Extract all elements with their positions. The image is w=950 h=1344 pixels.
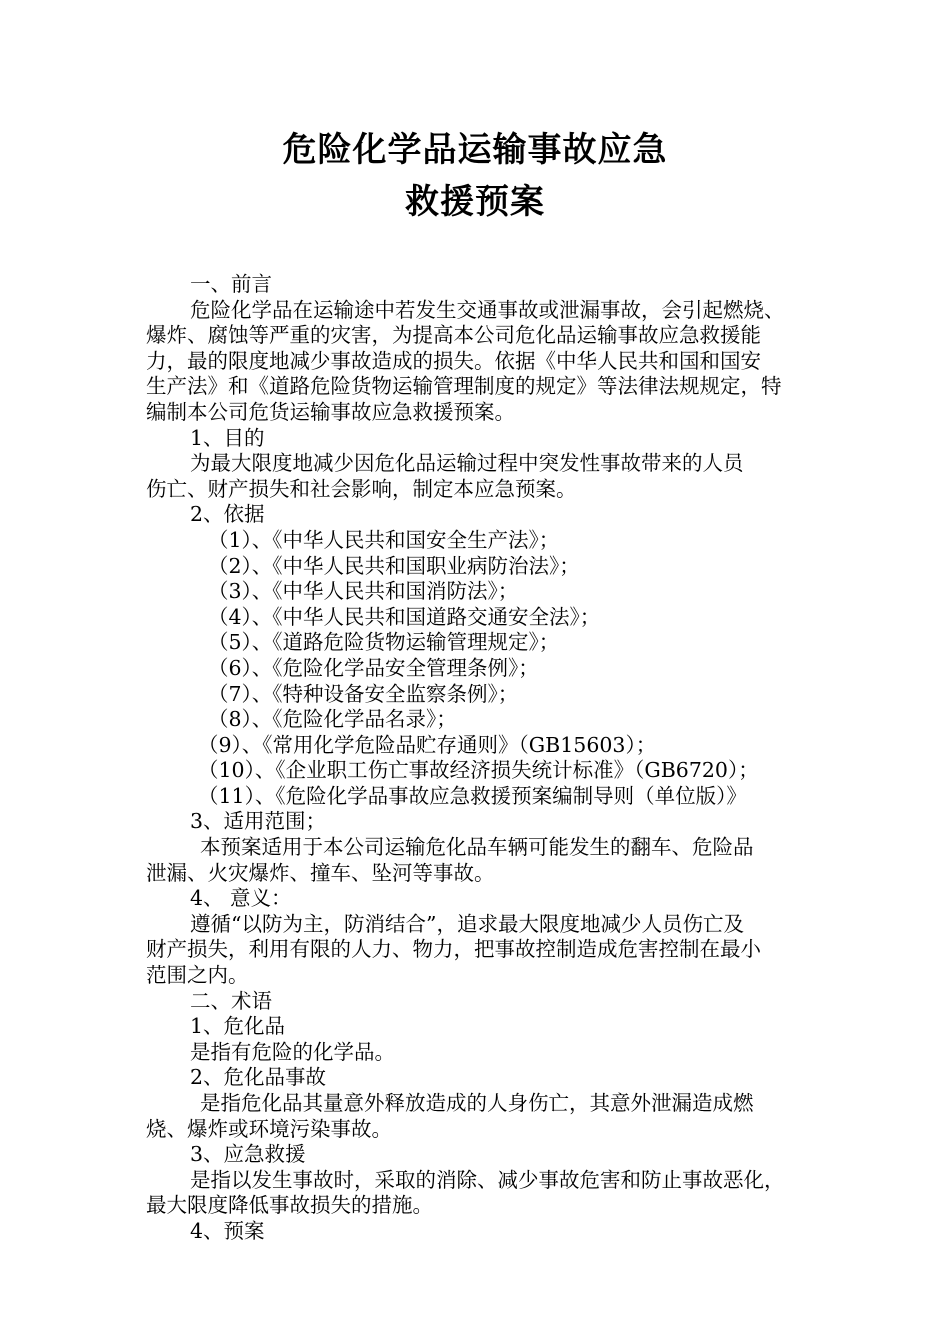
paragraph-line: 爆炸、腐蚀等严重的灾害，为提高本公司危化品运输事故应急救援能 [146,323,761,348]
subsection-heading: 1、危化品 [190,1014,286,1039]
list-item: （10）、《企业职工伤亡事故经济损失统计标准》（GB6720）； [198,758,759,783]
subsection-heading: 2、危化品事故 [190,1065,327,1090]
paragraph-line: 生产法》和《道路危险货物运输管理制度的规定》等法律法规规定，特 [146,374,782,399]
paragraph-line: 是指危化品其量意外释放造成的人身伤亡，其意外泄漏造成燃 [200,1091,754,1115]
list-item: （2）、《中华人民共和国职业病防治法》； [208,553,580,578]
list-item: （5）、《道路危险货物运输管理规定》； [208,630,560,655]
paragraph-line: 本预案适用于本公司运输危化品车辆可能发生的翻车、危险品 [200,835,754,860]
subsection-heading: 1、目的 [190,425,265,450]
subsection-heading: 3、适用范围； [190,809,327,834]
paragraph-line: 是指以发生事故时，采取的消除、减少事故危害和防止事故恶化， [190,1167,785,1192]
document-body [146,272,812,1245]
paragraph-line: 烧、爆炸或环境污染事故。 [146,1116,392,1141]
list-item: （6）、《危险化学品安全管理条例》； [208,655,539,680]
section-heading: 二、术语 [190,988,272,1013]
paragraph-line: 范围之内。 [146,963,249,988]
paragraph-line: 编制本公司危货运输事故应急救援预案。 [146,399,515,424]
subsection-heading: 4、预案 [190,1218,265,1243]
list-item: （4）、《中华人民共和国道路交通安全法》； [208,604,601,629]
document-title-line1: 危险化学品运输事故应急 [282,130,668,170]
paragraph-line: 财产损失，利用有限的人力、物力，把事故控制造成危害控制在最小 [146,937,761,962]
paragraph-line: 最大限度降低事故损失的措施。 [146,1193,433,1218]
subsection-heading: 4、 意义： [190,886,292,911]
paragraph-line: 是指有危险的化学品。 [190,1039,395,1064]
document-title-line2: 救援预案 [405,182,545,222]
paragraph-line: 力，最的限度地减少事故造成的损失。依据《中华人民共和国和国安 [146,348,761,373]
paragraph-line: 遵循“以防为主，防消结合”，追求最大限度地减少人员伤亡及 [190,911,744,936]
section-heading: 一、前言 [190,272,272,296]
list-item: （9）、《常用化学危险品贮存通则》（GB15603）； [198,732,657,757]
list-item: （8）、《危险化学品名录》； [208,707,457,732]
list-item: （7）、《特种设备安全监察条例》； [208,681,519,706]
subsection-heading: 2、依据 [190,502,265,527]
paragraph-line: 危险化学品在运输途中若发生交通事故或泄漏事故，会引起燃烧、 [190,297,785,322]
paragraph-line: 伤亡、财产损失和社会影响，制定本应急预案。 [146,476,577,501]
list-item: （3）、《中华人民共和国消防法》； [208,579,519,604]
list-item: （1）、《中华人民共和国安全生产法》； [208,527,560,552]
paragraph-line: 泄漏、火灾爆炸、撞车、坠河等事故。 [146,860,495,885]
list-item: （11）、《危险化学品事故应急救援预案编制导则（单位版）》 [198,783,747,808]
subsection-heading: 3、应急救援 [190,1142,306,1167]
paragraph-line: 为最大限度地减少因危化品运输过程中突发性事故带来的人员 [190,451,744,476]
